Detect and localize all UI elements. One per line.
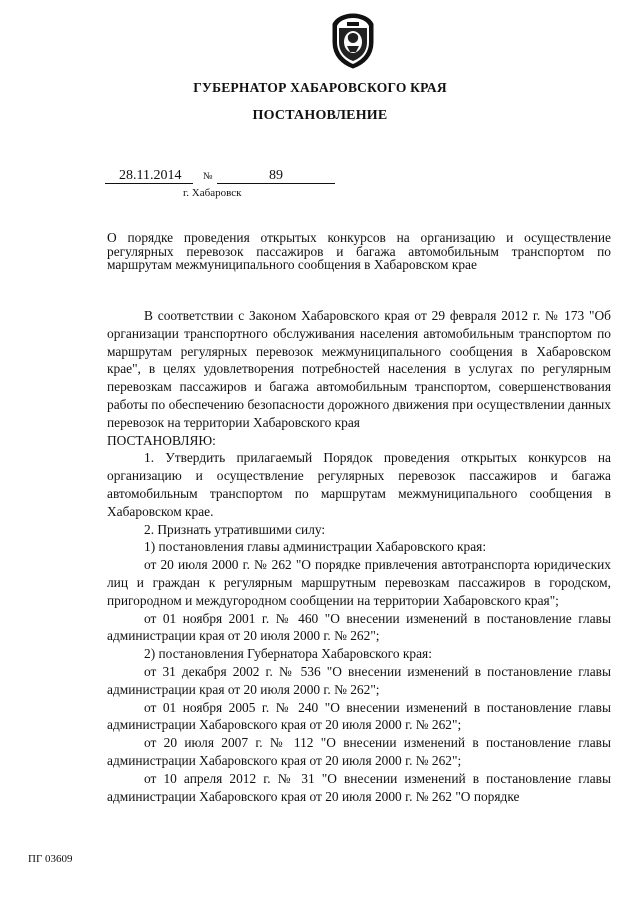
body-paragraph: от 20 июля 2007 г. № 112 "О внесении изменений в постановление главы администрации Хабаровского края от 20 июля 2000 г. № 262";: [107, 735, 611, 768]
body-paragraph: 1. Утвердить прилагаемый Порядок проведения открытых конкурсов на организацию и осуществление регулярных перевозок пассажиров и багажа автомобильным транспортом по маршрутам межмуниципального сообщения в Хабаровском крае.: [107, 450, 611, 519]
body-paragraph: 2) постановления Губернатора Хабаровского края:: [144, 646, 432, 662]
document-subject: О порядке проведения открытых конкурсов на организацию и осуществление регулярных перевозок пассажиров и багажа автомобильным транспортом по маршрутам межмуниципального сообщения в Хабаровском крае: [107, 230, 611, 272]
document-number: 89: [269, 168, 283, 183]
date-underline: [105, 183, 193, 184]
body-paragraph: ПОСТАНОВЛЯЮ:: [107, 432, 216, 448]
authority-title: ГУБЕРНАТОР ХАБАРОВСКОГО КРАЯ: [193, 80, 447, 95]
body-paragraph: 1) постановления главы администрации Хабаровского края:: [144, 539, 487, 555]
body-paragraph: от 01 ноября 2005 г. № 240 "О внесении изменений в постановление главы администрации Хабаровского края от 20 июля 2000 г. № 262";: [107, 699, 611, 733]
document-date: 28.11.2014: [119, 168, 182, 183]
body-paragraph: В соответствии с Законом Хабаровского края от 29 февраля 2012 г. № 173 "Об организации транспортного обслуживания населения автомобильным транспортом по маршрутам регулярных перевозок межмуниципального сообщения в Хабаровском крае", в целях удовлетворения потребностей населения в услугах по регулярным перевозкам пассажиров и багажа автомобильным транспортом, совершенствования работы по обеспечению безопасности дорожного движения при осуществлении данных перевозок на территории Хабаровского края: [107, 308, 611, 430]
body-paragraph: от 10 апреля 2012 г. № 31 "О внесении изменений в постановление главы администрации Хабаровского края от 20 июля 2000 г. № 262 "О порядке: [107, 770, 611, 804]
body-paragraph: от 20 июля 2000 г. № 262 "О порядке привлечения автотранспорта юридических лиц и граждан к регулярным маршрутным перевозкам пассажиров в городском, пригородном и междугородном сообщении на территории Хабаровского края";: [107, 557, 611, 608]
number-underline: [217, 183, 335, 184]
coat-of-arms-icon: [326, 12, 380, 70]
number-sign: №: [203, 171, 213, 182]
document-city: г. Хабаровск: [183, 187, 242, 199]
document-body: [107, 307, 611, 805]
document-type: ПОСТАНОВЛЕНИЕ: [252, 108, 388, 123]
footer-code: ПГ 03609: [28, 853, 73, 865]
body-paragraph: от 01 ноября 2001 г. № 460 "О внесении изменений в постановление главы администрации края от 20 июля 2000 г. № 262";: [107, 610, 611, 644]
body-paragraph: 2. Признать утратившими силу:: [144, 521, 326, 537]
body-paragraph: от 31 декабря 2002 г. № 536 "О внесении изменений в постановление главы администрации края от 20 июля 2000 г. № 262";: [107, 663, 611, 697]
date-number-row: [105, 168, 335, 186]
